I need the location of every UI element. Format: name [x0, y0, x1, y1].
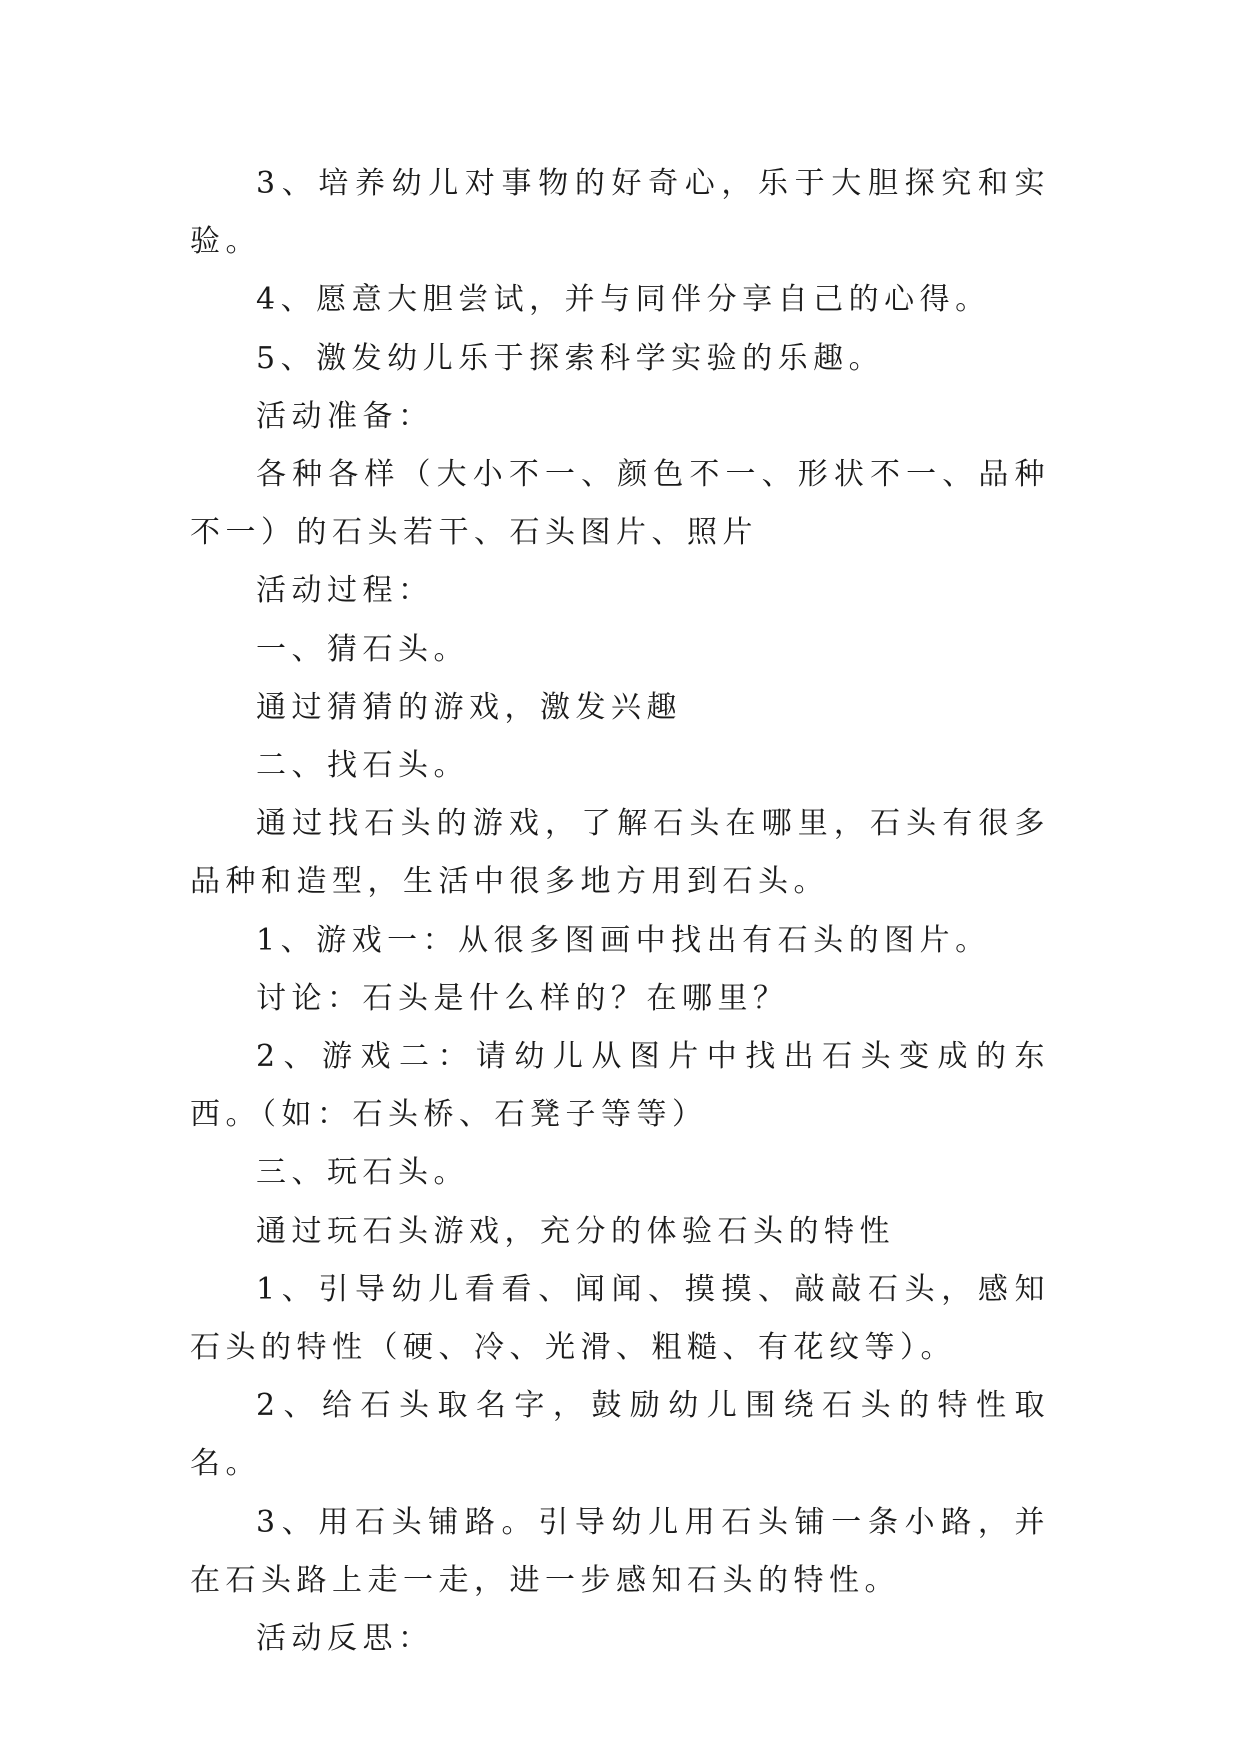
paragraph-game-one: 1、游戏一：从很多图画中找出有石头的图片。 [256, 922, 991, 958]
paragraph-goal-4: 4、愿意大胆尝试，并与同伴分享自己的心得。 [256, 282, 991, 318]
paragraph-game-two: 2、游戏二：请幼儿从图片中找出石头变成的东西。（如：石头桥、石凳子等等） [190, 1039, 1050, 1133]
paragraph-step-2: 2、给石头取名字，鼓励幼儿围绕石头的特性取名。 [190, 1388, 1050, 1482]
paragraph-step-1: 1、引导幼儿看看、闻闻、摸摸、敲敲石头，感知石头的特性（硬、冷、光滑、粗糙、有花纹等）。 [190, 1271, 1050, 1366]
section-guess-stones: 一、猜石头。 [256, 631, 469, 667]
section-play-stones: 三、玩石头。 [256, 1155, 469, 1191]
paragraph-find-game: 通过找石头的游戏，了解石头在哪里，石头有很多品种和造型，生活中很多地方用到石头。 [190, 806, 1050, 900]
paragraph-step-3: 3、用石头铺路。引导幼儿用石头铺一条小路，并在石头路上走一走，进一步感知石头的特性。 [190, 1504, 1050, 1598]
paragraph-discussion: 讨论：石头是什么样的？在哪里？ [256, 980, 789, 1016]
heading-process: 活动过程： [256, 573, 434, 609]
section-find-stones: 二、找石头。 [256, 748, 469, 784]
document-body [190, 155, 1050, 1668]
paragraph-materials: 各种各样（大小不一、颜色不一、形状不一、品种不一）的石头若干、石头图片、照片 [190, 457, 1050, 551]
heading-preparation: 活动准备： [256, 398, 434, 434]
paragraph-goal-5: 5、激发幼儿乐于探索科学实验的乐趣。 [256, 340, 885, 376]
paragraph-play-game: 通过玩石头游戏，充分的体验石头的特性 [256, 1213, 895, 1249]
heading-reflection: 活动反思： [256, 1621, 434, 1657]
paragraph-goal-3: 3、培养幼儿对事物的好奇心，乐于大胆探究和实验。 [190, 166, 1050, 260]
paragraph-guess-game: 通过猜猜的游戏，激发兴趣 [256, 689, 682, 725]
